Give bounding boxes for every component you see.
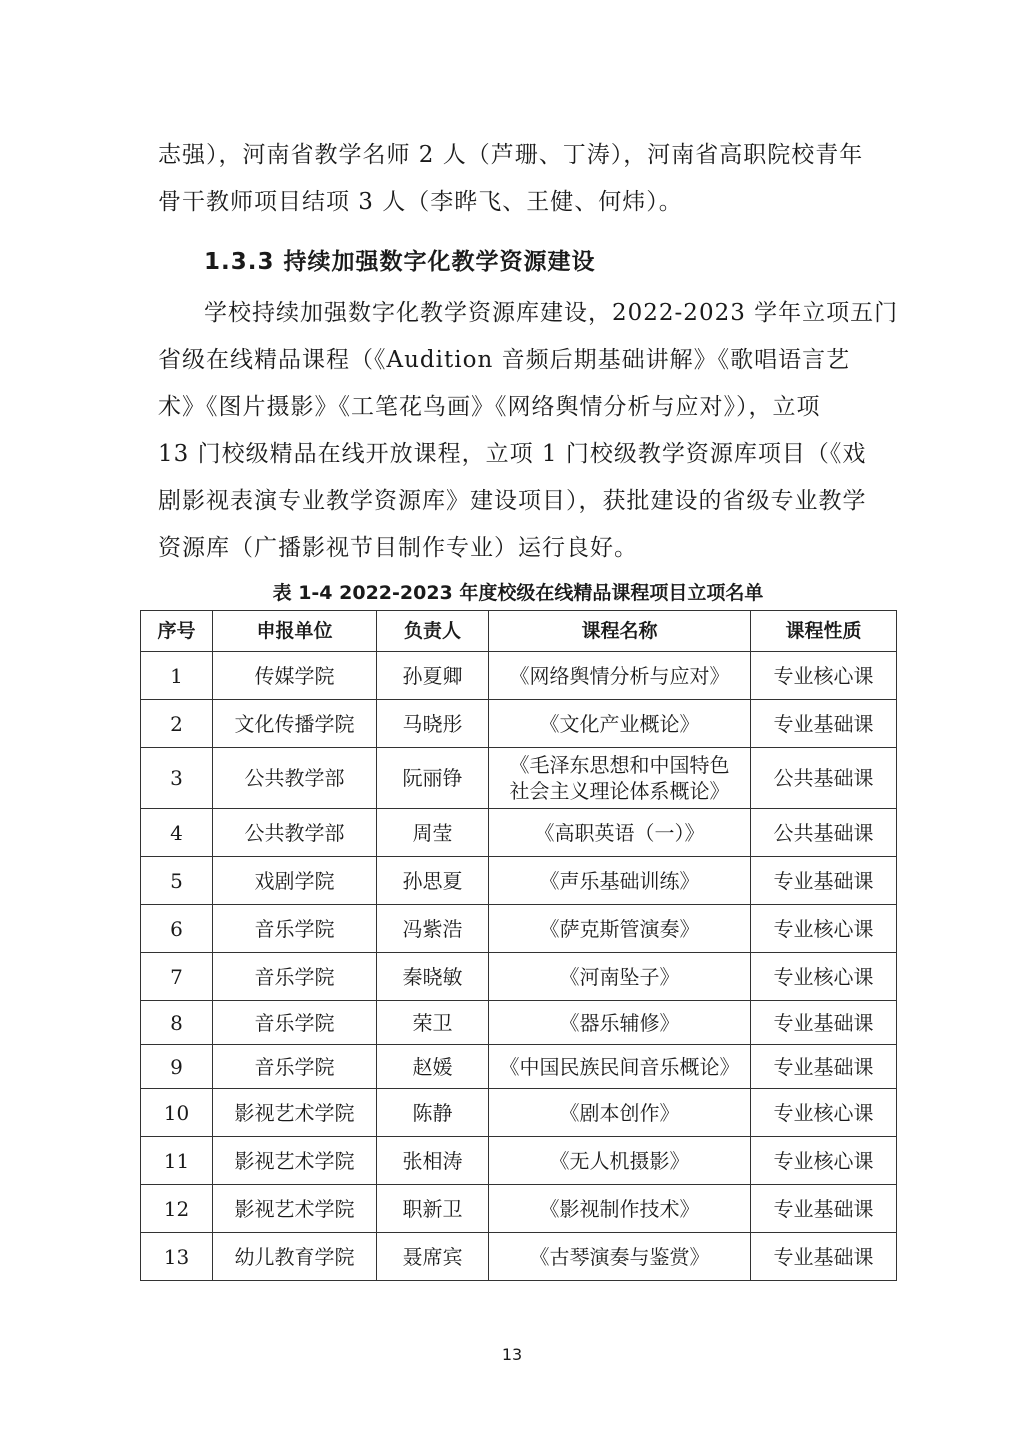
cell-lead: 冯紫浩 bbox=[377, 905, 489, 953]
cell-lead: 聂席宾 bbox=[377, 1233, 489, 1281]
cell-unit: 公共教学部 bbox=[213, 748, 377, 809]
header-unit: 申报单位 bbox=[213, 611, 377, 652]
cell-course-line: 《毛泽东思想和中国特色 bbox=[509, 753, 730, 777]
cell-unit: 传媒学院 bbox=[213, 652, 377, 700]
cell-no: 3 bbox=[141, 748, 213, 809]
cell-unit: 音乐学院 bbox=[213, 1045, 377, 1089]
header-type: 课程性质 bbox=[751, 611, 897, 652]
paragraph-line: 剧影视表演专业教学资源库》建设项目），获批建设的省级专业教学 bbox=[158, 488, 867, 514]
cell-lead: 阮丽铮 bbox=[377, 748, 489, 809]
table-row bbox=[141, 1089, 897, 1137]
cell-type: 公共基础课 bbox=[751, 748, 897, 809]
course-table bbox=[140, 610, 897, 1281]
cell-unit: 公共教学部 bbox=[213, 809, 377, 857]
section-heading: 1.3.3 持续加强数字化教学资源建设 bbox=[204, 249, 596, 275]
cell-course: 《声乐基础训练》 bbox=[489, 857, 751, 905]
cell-course: 《高职英语（一）》 bbox=[489, 809, 751, 857]
table-row bbox=[141, 748, 897, 809]
cell-type: 专业核心课 bbox=[751, 1089, 897, 1137]
cell-unit: 音乐学院 bbox=[213, 1001, 377, 1045]
cell-unit: 音乐学院 bbox=[213, 905, 377, 953]
paragraph-line: 骨干教师项目结项 3 人（李晔飞、王健、何炜）。 bbox=[158, 189, 683, 215]
cell-lead: 赵媛 bbox=[377, 1045, 489, 1089]
cell-unit: 影视艺术学院 bbox=[213, 1089, 377, 1137]
table-row bbox=[141, 1001, 897, 1045]
paragraph-resources bbox=[158, 290, 899, 572]
cell-type: 专业核心课 bbox=[751, 1137, 897, 1185]
cell-unit: 影视艺术学院 bbox=[213, 1137, 377, 1185]
paragraph-intro bbox=[158, 132, 878, 226]
cell-no: 12 bbox=[141, 1185, 213, 1233]
cell-type: 专业基础课 bbox=[751, 857, 897, 905]
cell-no: 1 bbox=[141, 652, 213, 700]
cell-lead: 周莹 bbox=[377, 809, 489, 857]
cell-lead: 职新卫 bbox=[377, 1185, 489, 1233]
cell-type: 专业核心课 bbox=[751, 953, 897, 1001]
cell-type: 专业核心课 bbox=[751, 652, 897, 700]
table-row bbox=[141, 905, 897, 953]
paragraph-line: 13 门校级精品在线开放课程，立项 1 门校级教学资源库项目（《戏 bbox=[158, 441, 867, 467]
paragraph-line: 学校持续加强数字化教学资源库建设，2022-2023 学年立项五门 bbox=[204, 300, 899, 326]
table-row bbox=[141, 953, 897, 1001]
cell-unit: 文化传播学院 bbox=[213, 700, 377, 748]
cell-lead: 秦晓敏 bbox=[377, 953, 489, 1001]
cell-no: 2 bbox=[141, 700, 213, 748]
page-number: 13 bbox=[501, 1345, 523, 1364]
cell-type: 专业基础课 bbox=[751, 1045, 897, 1089]
table-row bbox=[141, 652, 897, 700]
cell-unit: 音乐学院 bbox=[213, 953, 377, 1001]
cell-course-line: 社会主义理论体系概论》 bbox=[509, 779, 730, 803]
cell-course: 《器乐辅修》 bbox=[489, 1001, 751, 1045]
cell-no: 10 bbox=[141, 1089, 213, 1137]
cell-type: 专业基础课 bbox=[751, 1233, 897, 1281]
cell-unit: 戏剧学院 bbox=[213, 857, 377, 905]
cell-lead: 孙思夏 bbox=[377, 857, 489, 905]
table-row bbox=[141, 1137, 897, 1185]
cell-course: 《中国民族民间音乐概论》 bbox=[489, 1045, 751, 1089]
table-row bbox=[141, 1185, 897, 1233]
cell-no: 4 bbox=[141, 809, 213, 857]
cell-type: 专业基础课 bbox=[751, 700, 897, 748]
header-course: 课程名称 bbox=[489, 611, 751, 652]
cell-lead: 孙夏卿 bbox=[377, 652, 489, 700]
cell-course: 《古琴演奏与鉴赏》 bbox=[489, 1233, 751, 1281]
cell-type: 专业核心课 bbox=[751, 905, 897, 953]
cell-no: 5 bbox=[141, 857, 213, 905]
cell-lead: 陈静 bbox=[377, 1089, 489, 1137]
cell-lead: 马晓彤 bbox=[377, 700, 489, 748]
cell-no: 7 bbox=[141, 953, 213, 1001]
table-header-row bbox=[141, 611, 897, 652]
table-row bbox=[141, 700, 897, 748]
table-row bbox=[141, 1045, 897, 1089]
cell-no: 9 bbox=[141, 1045, 213, 1089]
cell-type: 专业基础课 bbox=[751, 1185, 897, 1233]
paragraph-line: 省级在线精品课程（《Audition 音频后期基础讲解》《歌唱语言艺 bbox=[158, 347, 851, 373]
cell-type: 专业基础课 bbox=[751, 1001, 897, 1045]
cell-no: 8 bbox=[141, 1001, 213, 1045]
cell-course: 《文化产业概论》 bbox=[489, 700, 751, 748]
paragraph-line: 资源库（广播影视节目制作专业）运行良好。 bbox=[158, 535, 638, 561]
cell-course: 《萨克斯管演奏》 bbox=[489, 905, 751, 953]
cell-course: 《网络舆情分析与应对》 bbox=[489, 652, 751, 700]
header-no: 序号 bbox=[141, 611, 213, 652]
table-row bbox=[141, 1233, 897, 1281]
cell-course: 《剧本创作》 bbox=[489, 1089, 751, 1137]
cell-lead: 荣卫 bbox=[377, 1001, 489, 1045]
cell-course: 《河南坠子》 bbox=[489, 953, 751, 1001]
table-row bbox=[141, 809, 897, 857]
cell-no: 13 bbox=[141, 1233, 213, 1281]
cell-course: 《无人机摄影》 bbox=[489, 1137, 751, 1185]
cell-no: 11 bbox=[141, 1137, 213, 1185]
paragraph-line: 志强），河南省教学名师 2 人（芦珊、丁涛），河南省高职院校青年 bbox=[158, 142, 864, 168]
cell-lead: 张相涛 bbox=[377, 1137, 489, 1185]
paragraph-line: 术》《图片摄影》《工笔花鸟画》《网络舆情分析与应对》），立项 bbox=[158, 394, 821, 420]
cell-course bbox=[489, 748, 751, 809]
table-caption: 表 1-4 2022-2023 年度校级在线精品课程项目立项名单 bbox=[272, 582, 764, 604]
table-row bbox=[141, 857, 897, 905]
header-lead: 负责人 bbox=[377, 611, 489, 652]
cell-type: 公共基础课 bbox=[751, 809, 897, 857]
cell-no: 6 bbox=[141, 905, 213, 953]
cell-unit: 影视艺术学院 bbox=[213, 1185, 377, 1233]
cell-unit: 幼儿教育学院 bbox=[213, 1233, 377, 1281]
cell-course: 《影视制作技术》 bbox=[489, 1185, 751, 1233]
